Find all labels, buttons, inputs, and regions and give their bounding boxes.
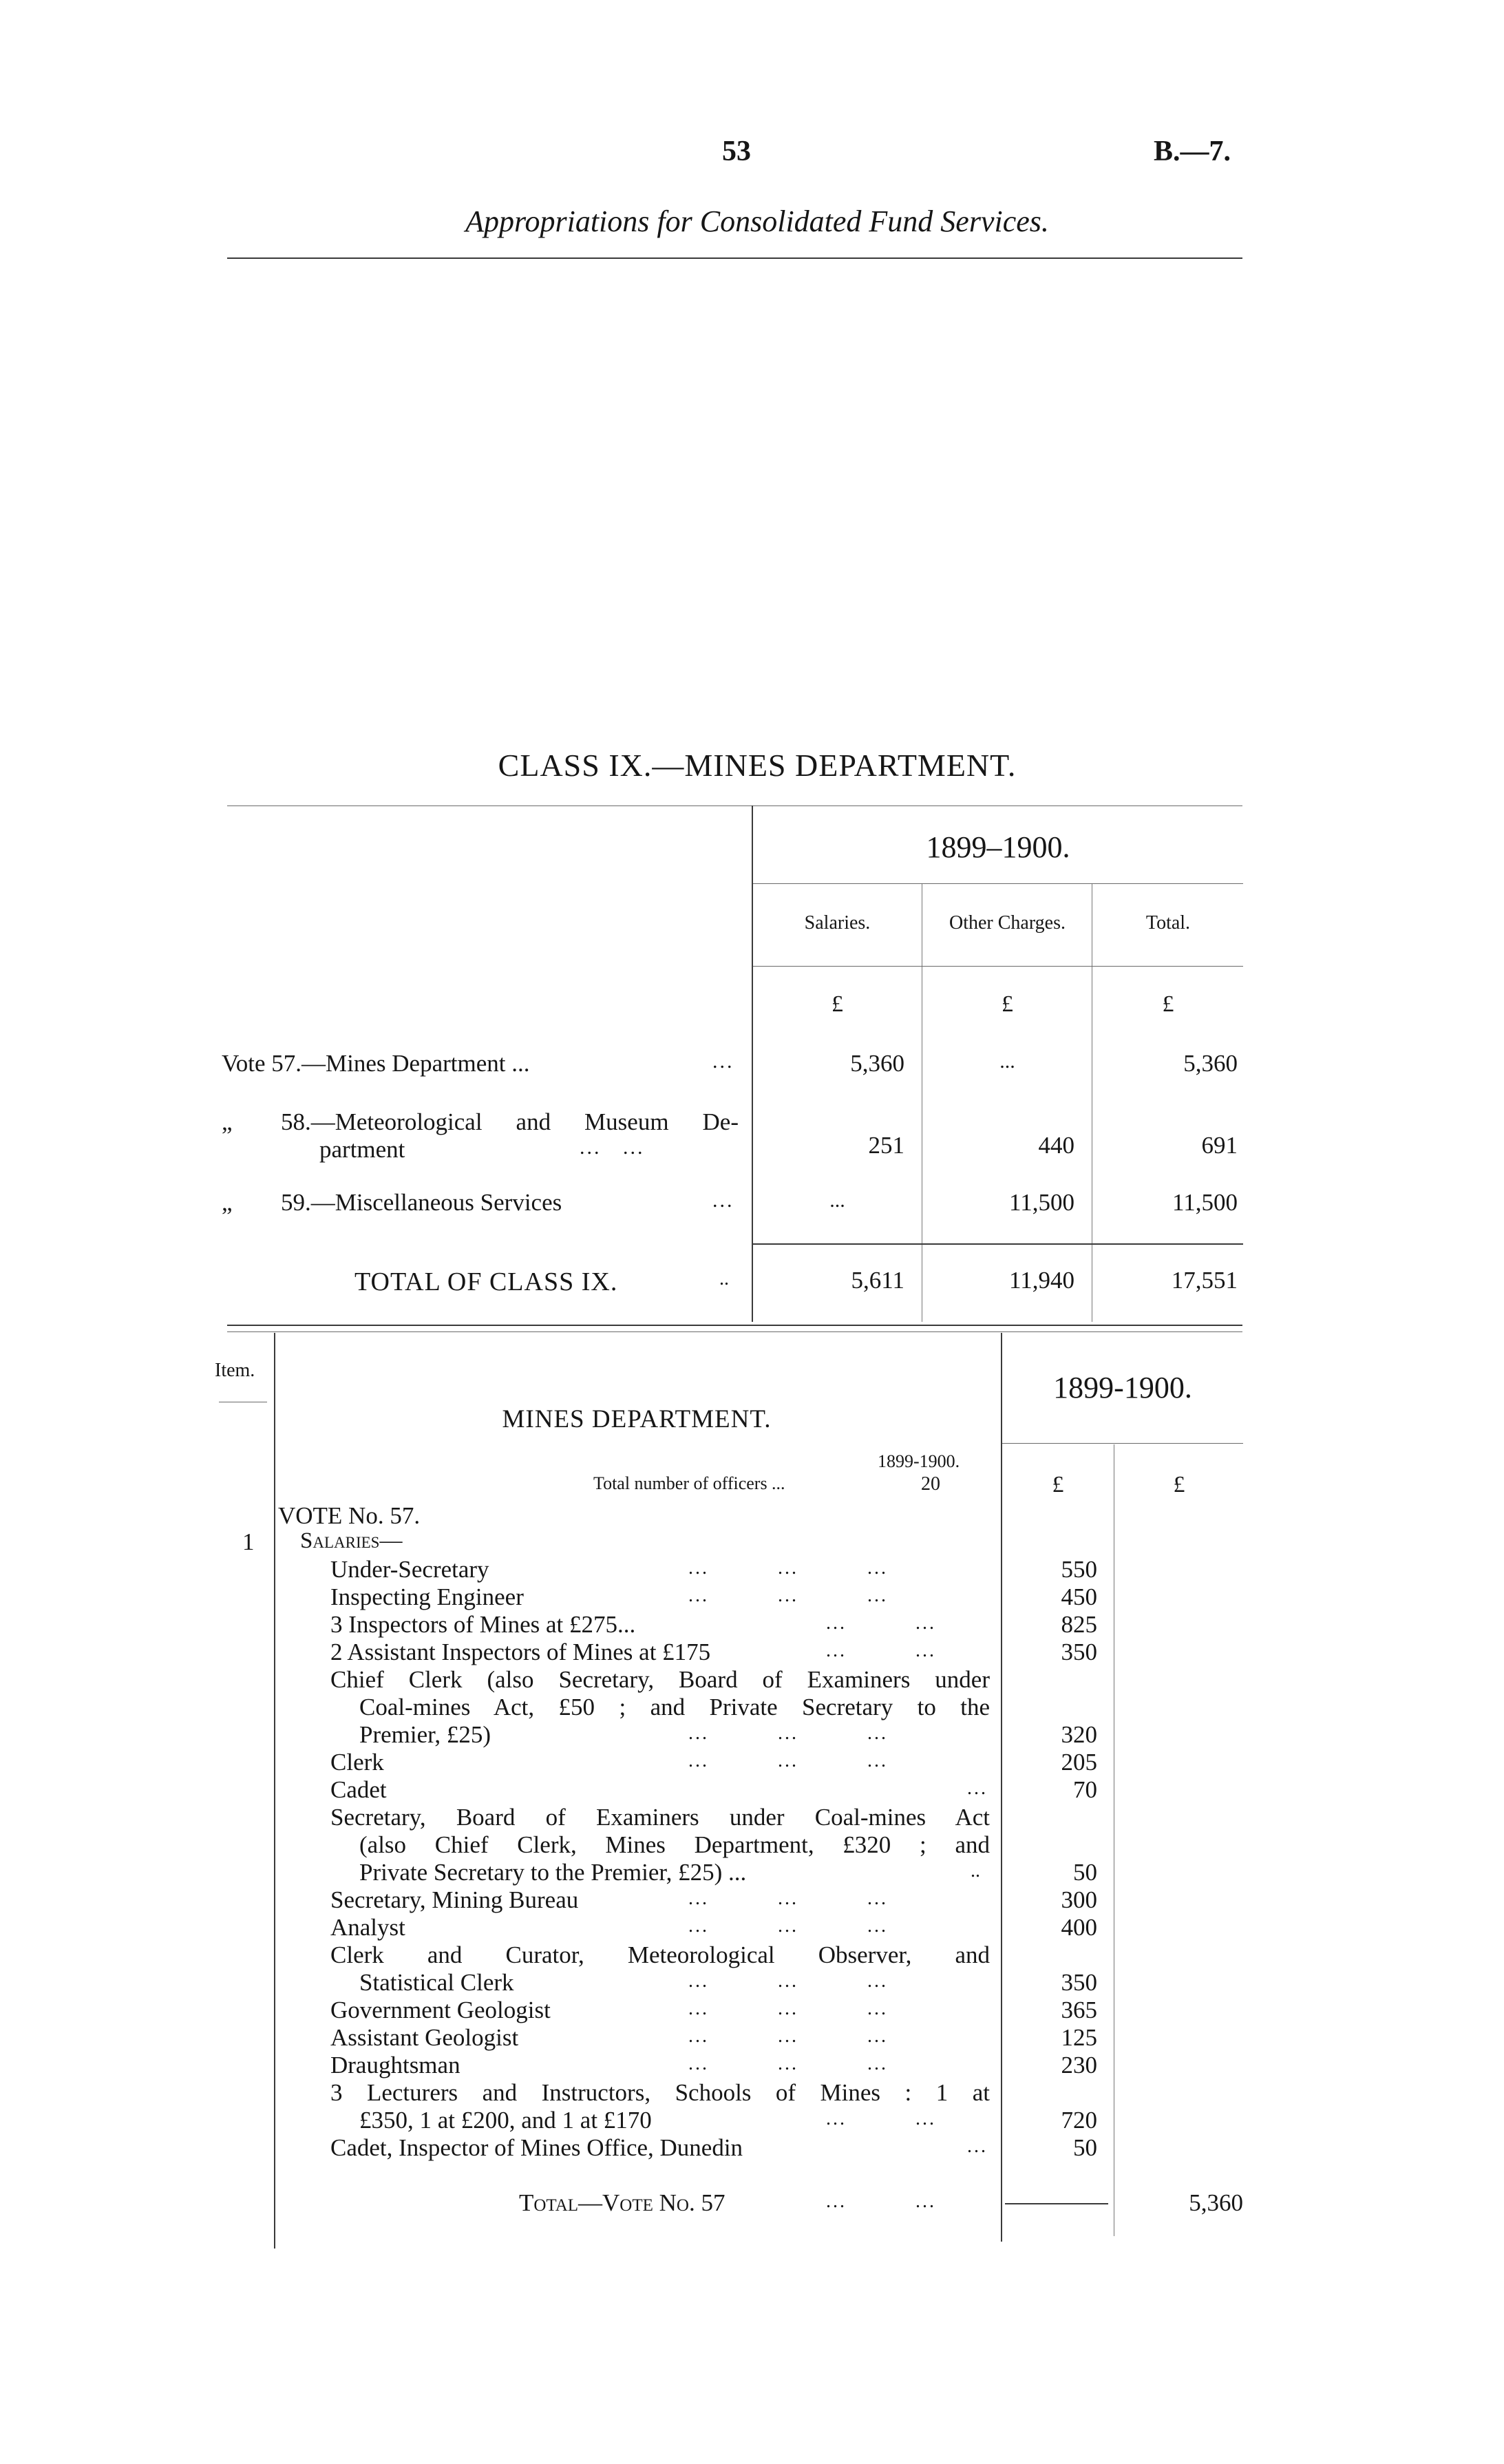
vote-currency-total: £ (1173, 1472, 1185, 1497)
salary-entry-0-amount: 550 (1061, 1556, 1097, 1583)
salary-entry-5-amount: 205 (1061, 1749, 1097, 1776)
summary-total-total: 17,551 (1171, 1267, 1238, 1294)
summary-top-rule (227, 805, 1242, 806)
salary-entry-14 (330, 2079, 991, 2141)
salary-entry-title: Secretary, Board of Examiners under Coal-mines Act (330, 1804, 990, 1831)
summary-row-vote-58-total: 691 (1201, 1132, 1238, 1159)
salary-entry-dots: ... ... ... (688, 2053, 888, 2074)
summary-row-vote-57-salaries: 5,360 (850, 1050, 904, 1077)
column-header-other-charges: Other Charges. (949, 912, 1066, 934)
salary-entry-dots: ... ... (826, 2108, 936, 2129)
salary-entry-10 (330, 1941, 991, 2003)
salary-entry-10-amount: 350 (1061, 1969, 1097, 1996)
salary-entry-2 (330, 1611, 991, 1639)
summary-row-vote-59-label: 59.—Miscellaneous Services (281, 1189, 562, 1216)
item-column-header: Item. (215, 1360, 255, 1381)
salary-entry-7-amount: 50 (1073, 1859, 1097, 1886)
summary-row-vote-58-salaries: 251 (868, 1132, 904, 1159)
salary-entry-8 (330, 1886, 991, 1914)
summary-total-other: 11,940 (1009, 1267, 1074, 1294)
salary-entry-dots: ... ... ... (688, 1723, 888, 1744)
column-header-total: Total. (1145, 912, 1191, 934)
salary-entry-12-amount: 125 (1061, 2024, 1097, 2051)
salary-entry-title: 3 Inspectors of Mines at £275... (330, 1611, 636, 1638)
summary-row-vote-58-other: 440 (1038, 1132, 1074, 1159)
salary-entry-title: Clerk (330, 1749, 384, 1776)
summary-total-label: TOTAL OF CLASS IX. (354, 1267, 618, 1296)
salary-entry-title: Secretary, Mining Bureau (330, 1886, 579, 1913)
summary-row-vote-57-other: ... (999, 1050, 1015, 1073)
salary-entry-0 (330, 1556, 991, 1583)
salary-entry-3 (330, 1639, 991, 1666)
salary-entry-dots: ... (967, 1778, 988, 1799)
currency-salaries: £ (832, 991, 843, 1017)
salary-entry-title: Assistant Geologist (330, 2024, 519, 2051)
salary-entry-9 (330, 1914, 991, 1941)
summary-row-vote-58-prefix: „ (222, 1108, 233, 1135)
salary-entry-13 (330, 2052, 991, 2079)
salary-entry-title-continued: Premier, £25) (359, 1721, 491, 1748)
summary-total-dots: .. (719, 1268, 729, 1289)
item-number: 1 (242, 1528, 255, 1555)
salary-entry-dots: ... ... ... (688, 1750, 888, 1771)
summary-row-vote-57-label: Vote 57.—Mines Department ... (222, 1050, 530, 1077)
summary-bottom-rule-2 (227, 1331, 1242, 1332)
salary-entry-11-amount: 365 (1061, 1997, 1097, 2023)
salary-entry-4-amount: 320 (1061, 1721, 1097, 1748)
salary-entry-5 (330, 1749, 991, 1776)
salary-entry-15-amount: 50 (1073, 2134, 1097, 2161)
vote-total-rule (1005, 2203, 1108, 2204)
salary-entry-title: Chief Clerk (also Secretary, Board of Examiners under (330, 1666, 990, 1693)
summary-row-vote-58-dots: ... ... (580, 1136, 645, 1159)
salary-entry-dots: ... ... ... (688, 1998, 888, 2019)
salary-entry-2-amount: 825 (1061, 1611, 1097, 1638)
summary-total-rule (753, 1243, 1243, 1245)
salary-entry-4 (330, 1666, 991, 1756)
salary-entry-3-amount: 350 (1061, 1639, 1097, 1665)
salary-entry-title: Cadet (330, 1776, 387, 1803)
item-column-divider (274, 1333, 275, 2249)
salary-entry-dots: ... ... ... (688, 1970, 888, 1992)
summary-header-rule (753, 966, 1243, 967)
salary-entry-dots: ... ... (826, 1612, 936, 1634)
mines-department-title: MINES DEPARTMENT. (502, 1405, 772, 1433)
summary-row-vote-59-salaries: ... (829, 1189, 845, 1212)
salary-entry-11 (330, 1997, 991, 2024)
salary-entry-title: Draughtsman (330, 2052, 460, 2078)
salary-entry-title-continued: Private Secretary to the Premier, £25) ... (359, 1859, 747, 1886)
salary-entry-title: 3 Lecturers and Instructors, Schools of Mines : 1 at (330, 2079, 990, 2106)
summary-total-salaries: 5,611 (851, 1267, 904, 1294)
salary-entry-title-continued: Statistical Clerk (359, 1969, 514, 1996)
salary-entry-dots: ... ... ... (688, 1585, 888, 1606)
salary-entry-title: Clerk and Curator, Meteorological Observer, and (330, 1941, 990, 1968)
header-rule (227, 257, 1242, 259)
salaries-heading: Salaries— (300, 1528, 403, 1553)
summary-row-vote-59-prefix: „ (222, 1189, 233, 1216)
salary-entry-dots: ... ... ... (688, 1557, 888, 1579)
salary-entry-1 (330, 1583, 991, 1611)
summary-row-vote-59-other: 11,500 (1009, 1189, 1074, 1216)
salary-entry-title: Analyst (330, 1914, 405, 1941)
officers-label: Total number of officers ... (593, 1473, 785, 1493)
vote-year-rule (1002, 1443, 1243, 1444)
summary-row-vote-59-total: 11,500 (1172, 1189, 1238, 1216)
page-number: 53 (722, 136, 751, 167)
currency-other-charges: £ (1002, 991, 1013, 1017)
salary-entry-dots: .. (971, 1860, 980, 1882)
salary-entry-title-continued: (also Chief Clerk, Mines Department, £320 ; and (359, 1831, 990, 1858)
salary-entry-title-continued: Coal-mines Act, £50 ; and Private Secretary to the (359, 1694, 990, 1720)
vote-year-header: 1899-1900. (1053, 1371, 1192, 1404)
salary-entry-dots: ... ... (826, 1640, 936, 1661)
salary-entry-14-amount: 720 (1061, 2107, 1097, 2134)
summary-row-vote-57-total: 5,360 (1183, 1050, 1238, 1077)
salary-entry-title-continued: £350, 1 at £200, and 1 at £170 (359, 2107, 652, 2134)
vote-total-amount: 5,360 (1189, 2189, 1243, 2216)
salary-entry-9-amount: 400 (1061, 1914, 1097, 1941)
summary-row-vote-59-dots: ... (712, 1189, 734, 1212)
summary-year-rule (753, 883, 1243, 884)
column-header-salaries: Salaries. (804, 912, 871, 934)
salary-entry-13-amount: 230 (1061, 2052, 1097, 2078)
salary-entry-12 (330, 2024, 991, 2052)
vote-heading: VOTE No. 57. (278, 1502, 421, 1529)
salary-entry-title: Under-Secretary (330, 1556, 489, 1583)
salary-entry-1-amount: 450 (1061, 1583, 1097, 1610)
summary-bottom-rule-1 (227, 1325, 1242, 1326)
officers-count: 20 (921, 1473, 940, 1495)
document-reference: B.—7. (1154, 136, 1231, 167)
salary-entry-title: Government Geologist (330, 1997, 551, 2023)
salary-entry-6 (330, 1776, 991, 1804)
running-title: Appropriations for Consolidated Fund Services. (465, 204, 1049, 238)
vote-total-dots: ... ... (826, 2191, 936, 2212)
salary-entry-title: Inspecting Engineer (330, 1583, 524, 1610)
summary-year-header: 1899–1900. (926, 830, 1070, 864)
officers-year: 1899-1900. (878, 1451, 960, 1471)
currency-total: £ (1162, 991, 1174, 1017)
class-title: CLASS IX.—MINES DEPARTMENT. (498, 748, 1017, 783)
salary-entry-7 (330, 1804, 991, 1893)
salary-entry-dots: ... ... ... (688, 2025, 888, 2047)
vote-total-label: Total—Vote No. 57 (519, 2189, 725, 2216)
salary-entry-dots: ... (967, 2136, 988, 2157)
salary-entry-8-amount: 300 (1061, 1886, 1097, 1913)
salary-entry-title: Cadet, Inspector of Mines Office, Dunedin (330, 2134, 743, 2161)
salary-entry-15 (330, 2134, 991, 2162)
summary-row-vote-58-label: 58.—Meteorological and Museum De- (281, 1108, 739, 1135)
summary-row-vote-58-label-continued: partment (319, 1136, 405, 1163)
summary-row-vote-57-dots: ... (712, 1050, 734, 1073)
salary-entry-title: 2 Assistant Inspectors of Mines at £175 (330, 1639, 711, 1665)
salary-entry-6-amount: 70 (1073, 1776, 1097, 1803)
vote-currency-items: £ (1052, 1472, 1064, 1497)
salary-entry-dots: ... ... ... (688, 1915, 888, 1937)
salary-entry-dots: ... ... ... (688, 1888, 888, 1909)
